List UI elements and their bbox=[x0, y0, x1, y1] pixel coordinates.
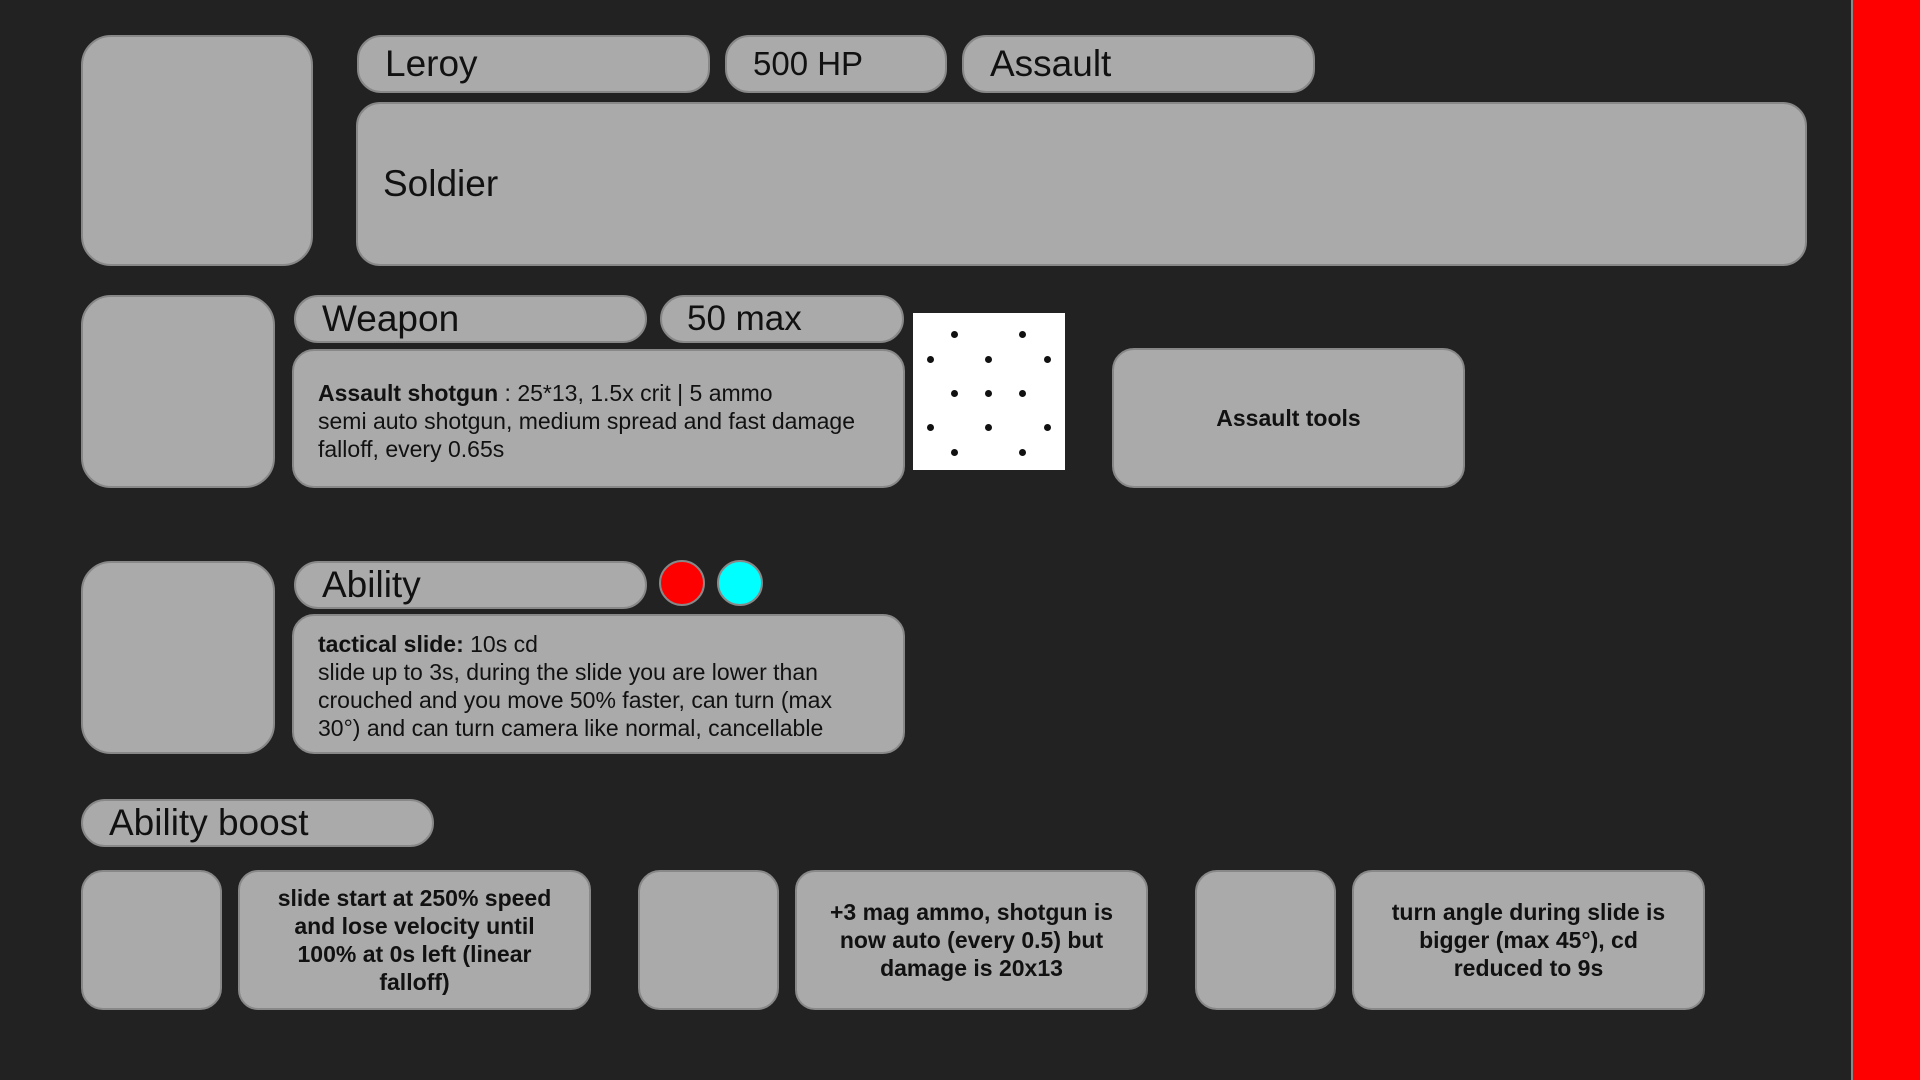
ability-desc-line: slide up to 3s, during the slide you are lower than bbox=[318, 659, 818, 685]
assault-tools-label: Assault tools bbox=[1216, 405, 1361, 431]
boost-option-3[interactable] bbox=[1352, 870, 1705, 1010]
boost-icon-slot[interactable] bbox=[638, 870, 779, 1010]
character-role: Soldier bbox=[383, 163, 499, 204]
spread-dot bbox=[985, 390, 992, 397]
spread-dot bbox=[927, 356, 934, 363]
character-portrait[interactable] bbox=[81, 35, 313, 266]
spread-dot bbox=[1019, 331, 1026, 338]
weapon-header-label: Weapon bbox=[322, 298, 460, 339]
character-name: Leroy bbox=[385, 43, 478, 84]
boost-line: 100% at 0s left (linear bbox=[297, 941, 532, 967]
weapon-max-label: 50 max bbox=[687, 299, 802, 338]
ability-boost-header-label: Ability boost bbox=[109, 802, 309, 843]
character-name-field[interactable] bbox=[357, 35, 710, 93]
boost-line: +3 mag ammo, shotgun is bbox=[829, 899, 1114, 925]
spread-dot bbox=[951, 331, 958, 338]
boost-line: reduced to 9s bbox=[1453, 955, 1604, 981]
ability-color-red[interactable] bbox=[659, 560, 705, 606]
character-hp-field[interactable] bbox=[725, 35, 947, 93]
weapon-desc-line: semi auto shotgun, medium spread and fast damage bbox=[318, 408, 855, 434]
boost-option-2[interactable] bbox=[795, 870, 1148, 1010]
boost-line: and lose velocity until bbox=[294, 913, 535, 939]
boost-line: falloff) bbox=[379, 969, 450, 995]
spread-dot bbox=[951, 390, 958, 397]
spread-dot bbox=[985, 424, 992, 431]
ability-name: tactical slide: bbox=[318, 631, 464, 657]
spread-dot bbox=[985, 356, 992, 363]
spread-pattern-icon bbox=[913, 313, 1065, 470]
boost-option-1[interactable] bbox=[238, 870, 591, 1010]
ability-desc-line: 30°) and can turn camera like normal, cancellable bbox=[318, 715, 824, 741]
ability-header-label: Ability bbox=[322, 564, 421, 605]
boost-icon-slot[interactable] bbox=[81, 870, 222, 1010]
weapon-name: Assault shotgun bbox=[318, 380, 499, 406]
spread-dot bbox=[1019, 390, 1026, 397]
weapon-description bbox=[292, 349, 905, 488]
spread-dot bbox=[1044, 356, 1051, 363]
weapon-max-field[interactable] bbox=[660, 295, 904, 343]
weapon-desc-line: falloff, every 0.65s bbox=[318, 436, 505, 462]
weapon-icon-slot[interactable] bbox=[81, 295, 275, 488]
spread-dot bbox=[1019, 449, 1026, 456]
weapon-stats: : 25*13, 1.5x crit | 5 ammo bbox=[498, 380, 773, 406]
boost-line: bigger (max 45°), cd bbox=[1419, 927, 1638, 953]
spread-dot bbox=[951, 449, 958, 456]
boost-line: turn angle during slide is bbox=[1391, 899, 1666, 925]
ability-color-cyan[interactable] bbox=[717, 560, 763, 606]
spread-dot bbox=[927, 424, 934, 431]
ability-description bbox=[292, 614, 905, 754]
ability-icon-slot[interactable] bbox=[81, 561, 275, 754]
character-hp: 500 HP bbox=[753, 45, 864, 82]
ability-cooldown: 10s cd bbox=[463, 631, 538, 657]
ability-header bbox=[294, 561, 647, 609]
character-role-panel[interactable] bbox=[356, 102, 1807, 266]
ability-boost-header bbox=[81, 799, 434, 847]
boost-icon-slot[interactable] bbox=[1195, 870, 1336, 1010]
character-class-field[interactable] bbox=[962, 35, 1315, 93]
character-class: Assault bbox=[990, 43, 1112, 84]
boost-line: slide start at 250% speed bbox=[277, 885, 552, 911]
assault-tools-button[interactable] bbox=[1112, 348, 1465, 488]
weapon-header bbox=[294, 295, 647, 343]
spread-dot bbox=[1044, 424, 1051, 431]
side-bar bbox=[1851, 0, 1920, 1080]
ability-desc-line: crouched and you move 50% faster, can turn (max bbox=[318, 687, 832, 713]
boost-line: damage is 20x13 bbox=[880, 955, 1063, 981]
boost-line: now auto (every 0.5) but bbox=[839, 927, 1104, 953]
